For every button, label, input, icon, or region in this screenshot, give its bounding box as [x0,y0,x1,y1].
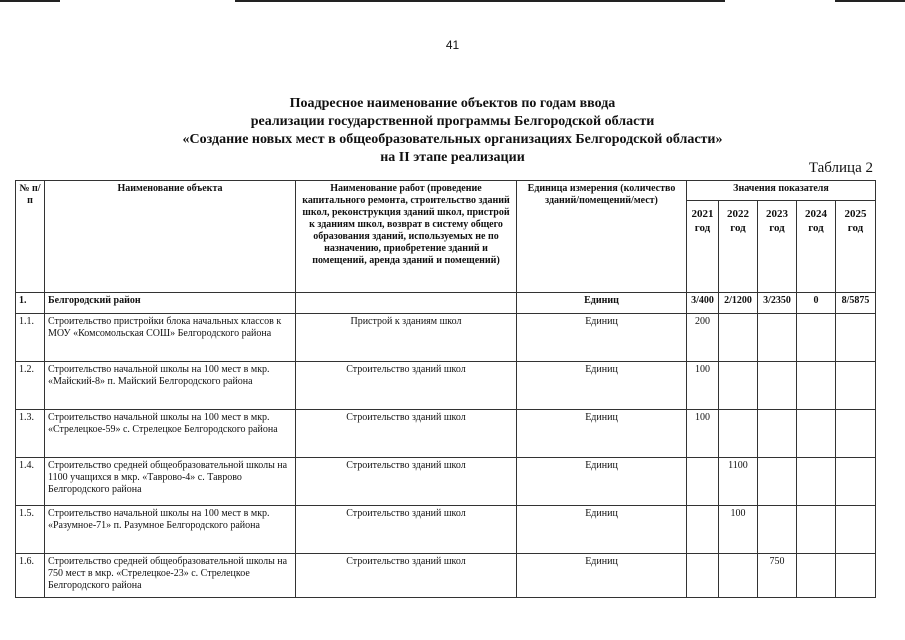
header-year-2021: 2021 год [687,201,719,293]
row-value-2021: 200 [687,314,719,362]
table-label: Таблица 2 [808,160,873,176]
row-object: Строительство начальной школы на 100 мест в мкр. «Стрелецкое-59» с. Стрелецкое Белгородского района [45,410,296,458]
header-year-2022: 2022 год [719,201,758,293]
row-value-2021 [687,458,719,506]
row-num: 1.3. [16,410,45,458]
row-work: Пристрой к зданиям школ [296,314,517,362]
top-edge-line-right [835,0,905,2]
row-value-2022 [719,314,758,362]
row-value-2022: 2/1200 [719,293,758,314]
row-value-2023: 750 [758,554,797,598]
row-value-2025 [836,554,876,598]
row-value-2025: 8/5875 [836,293,876,314]
row-value-2025 [836,506,876,554]
row-value-2021: 3/400 [687,293,719,314]
header-year-2023: 2023 год [758,201,797,293]
row-unit: Единиц [517,293,687,314]
row-value-2025 [836,314,876,362]
table-row [16,314,876,362]
header-year-2025: 2025 год [836,201,876,293]
row-object: Строительство начальной школы на 100 мест в мкр. «Майский-8» п. Майский Белгородского района [45,362,296,410]
row-value-2025 [836,410,876,458]
header-year-2024: 2024 год [797,201,836,293]
row-unit: Единиц [517,554,687,598]
row-value-2023: 3/2350 [758,293,797,314]
row-num: 1.2. [16,362,45,410]
table-row [16,362,876,410]
row-work: Строительство зданий школ [296,410,517,458]
row-work [296,293,517,314]
row-value-2022: 1100 [719,458,758,506]
row-num: 1.5. [16,506,45,554]
row-value-2023 [758,506,797,554]
row-work: Строительство зданий школ [296,458,517,506]
row-value-2021 [687,554,719,598]
row-num: 1. [16,293,45,314]
row-unit: Единиц [517,362,687,410]
table-row [16,293,876,314]
row-value-2024 [797,410,836,458]
row-value-2024 [797,554,836,598]
top-edge-line-left [0,0,60,2]
row-unit: Единиц [517,506,687,554]
row-value-2023 [758,410,797,458]
page-number: 41 [445,38,460,52]
row-value-2021 [687,506,719,554]
table-row [16,410,876,458]
row-num: 1.4. [16,458,45,506]
table-row [16,506,876,554]
header-values: Значения показателя [687,181,876,201]
row-value-2023 [758,362,797,410]
row-value-2022 [719,410,758,458]
row-value-2022 [719,362,758,410]
row-value-2024 [797,506,836,554]
row-work: Строительство зданий школ [296,362,517,410]
row-value-2025 [836,458,876,506]
row-value-2024 [797,458,836,506]
row-unit: Единиц [517,314,687,362]
row-value-2024: 0 [797,293,836,314]
row-unit: Единиц [517,458,687,506]
row-value-2021: 100 [687,410,719,458]
header-work: Наименование работ (проведение капитального ремонта, строительство зданий школ, реконструкция зданий школ, пристрой к зданиям школ, возврат в систему общего образования зданий, используемых не по назначению, приобретение зданий и помещений, аренда зданий и помещений) [296,181,517,293]
top-edge-line-middle [235,0,725,2]
title-line-3: «Создание новых мест в общеобразовательных организациях Белгородской области» [182,132,723,147]
table-row [16,554,876,598]
row-value-2025 [836,362,876,410]
row-object: Строительство пристройки блока начальных классов к МОУ «Комсомольская СОШ» Белгородского района [45,314,296,362]
row-value-2021: 100 [687,362,719,410]
row-value-2023 [758,314,797,362]
row-work: Строительство зданий школ [296,506,517,554]
header-unit: Единица измерения (количество зданий/помещений/мест) [517,181,687,293]
row-object: Строительство начальной школы на 100 мест в мкр. «Разумное-71» п. Разумное Белгородского района [45,506,296,554]
objects-table [15,180,876,598]
document-title [0,95,905,167]
header-num: № п/п [16,181,45,293]
header-object: Наименование объекта [45,181,296,293]
row-object: Строительство средней общеобразовательной школы на 750 мест в мкр. «Стрелецкое-23» с. Стрелецкое Белгородского района [45,554,296,598]
title-line-2: реализации государственной программы Белгородской области [250,114,655,129]
row-value-2022 [719,554,758,598]
row-value-2023 [758,458,797,506]
row-value-2024 [797,362,836,410]
title-line-4: на II этапе реализации [380,150,525,165]
row-object: Строительство средней общеобразовательной школы на 1100 учащихся в мкр. «Таврово-4» с. Таврово Белгородского района [45,458,296,506]
row-work: Строительство зданий школ [296,554,517,598]
row-object: Белгородский район [45,293,296,314]
row-num: 1.1. [16,314,45,362]
row-value-2022: 100 [719,506,758,554]
row-value-2024 [797,314,836,362]
row-num: 1.6. [16,554,45,598]
row-unit: Единиц [517,410,687,458]
title-line-1: Поадресное наименование объектов по годам ввода [289,96,616,111]
table-row [16,458,876,506]
